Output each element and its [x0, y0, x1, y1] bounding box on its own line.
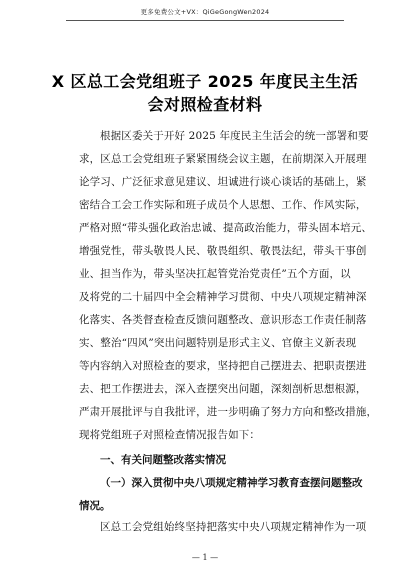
paragraph-line: 现将党组班子对照检查情况报告如下：: [79, 429, 261, 441]
header-divider: [66, 20, 344, 21]
paragraph-line: 化落实、各类督查检查反馈问题整改、意识形态工作责任制落: [79, 314, 367, 326]
paragraph-line: 业、担当作为，带头坚决扛起管党治党责任”五个方面，以: [79, 268, 351, 280]
document-title-line-1: X 区总工会党组班子 2025 年度民主生活: [51, 72, 359, 91]
paragraph-line: 根据区委关于开好 2025 年度民主生活会的统一部署和要: [100, 130, 369, 142]
subsection-heading-line-1: （一）深入贯彻中央八项规定精神学习教育查摆问题整改: [100, 477, 363, 489]
paragraph-line: 论学习、广泛征求意见建议、坦诚进行谈心谈话的基础上，紧: [79, 176, 367, 188]
section-heading: 一、有关问题整改落实情况: [100, 454, 226, 466]
paragraph-line: 等内容纳入对照检查的要求，坚持把自己摆进去、把职责摆进: [79, 360, 367, 372]
paragraph-line: 实、整治“四风”突出问题特别是形式主义、官僚主义新表现: [79, 337, 357, 349]
page-number: — 1 —: [191, 553, 219, 562]
paragraph-line: 密结合工会工作实际和班子成员个人思想、工作、作风实际，: [79, 199, 367, 211]
paragraph-line: 及将党的二十届四中全会精神学习贯彻、中央八项规定精神深: [79, 291, 367, 303]
paragraph-line: 求，区总工会党组班子紧紧围绕会议主题，在前期深入开展理: [79, 153, 367, 165]
paragraph-line: 去、把工作摆进去，深入查摆突出问题，深刻剖析思想根源，: [79, 383, 367, 395]
document-title-line-2: 会对照检查材料: [147, 95, 263, 114]
paragraph-line: 增强党性，带头敬畏人民、敬畏组织、敬畏法纪，带头干事创: [79, 245, 367, 257]
paragraph-line: 严格对照“带头强化政治忠诚、提高政治能力，带头固本培元、: [79, 222, 373, 234]
paragraph-line: 严肃开展批评与自我批评，进一步明确了努力方向和整改措施，: [79, 406, 378, 418]
header-note: 更多免费公文+VX：QiGeGongWen2024: [140, 8, 270, 16]
subsection-heading-line-2: 情况。: [79, 500, 111, 512]
paragraph-line: 区总工会党组始终坚持把落实中央八项规定精神作为一项: [100, 521, 367, 533]
